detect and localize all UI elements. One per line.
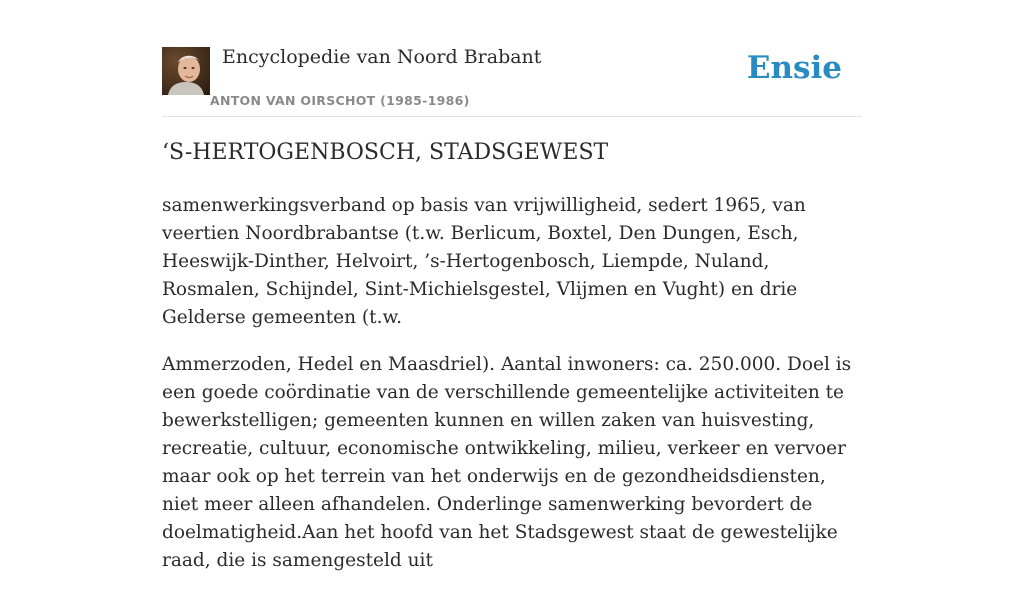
paragraph: samenwerkingsverband op basis van vrijwilligheid, sedert 1965, van veertien Noordbrabantse (t.w. Berlicum, Boxtel, Den Dungen, Esch, Heeswijk-Dinther, Helvoirt, ’s-Hertogenbosch, Liempde, Nuland, Rosmalen, Schijndel, Sint-Michielsgestel, Vlijmen en Vught) en drie Gelderse gemeenten (t.w. xyxy=(162,195,806,328)
author-portrait-icon xyxy=(162,47,210,95)
author-name[interactable]: ANTON VAN OIRSCHOT (1985-1986) xyxy=(210,93,470,108)
ensie-logo[interactable]: Ensie xyxy=(746,50,842,86)
entry-title: ‘S-HERTOGENBOSCH, STADSGEWEST xyxy=(162,140,609,165)
header xyxy=(162,46,862,117)
author-avatar[interactable] xyxy=(162,47,210,95)
book-title[interactable]: Encyclopedie van Noord Brabant xyxy=(222,46,542,68)
paragraph: Ammerzoden, Hedel en Maasdriel). Aantal inwoners: ca. 250.000. Doel is een goede coördinatie van de verschillende gemeentelijke activiteiten te bewerkstelligen; gemeenten kunnen en willen zaken van huisvesting, recreatie, cultuur, economische ontwikkeling, milieu, verkeer en vervoer maar ook op het terrein van het onderwijs en de gezondheidsdiensten, niet meer alleen afhandelen. Onderlinge samenwerking bevordert de doelmatigheid.Aan het hoofd van het Stadsgewest staat de gewestelijke raad, die is samengesteld uit xyxy=(162,354,852,571)
entry-body xyxy=(162,192,862,594)
